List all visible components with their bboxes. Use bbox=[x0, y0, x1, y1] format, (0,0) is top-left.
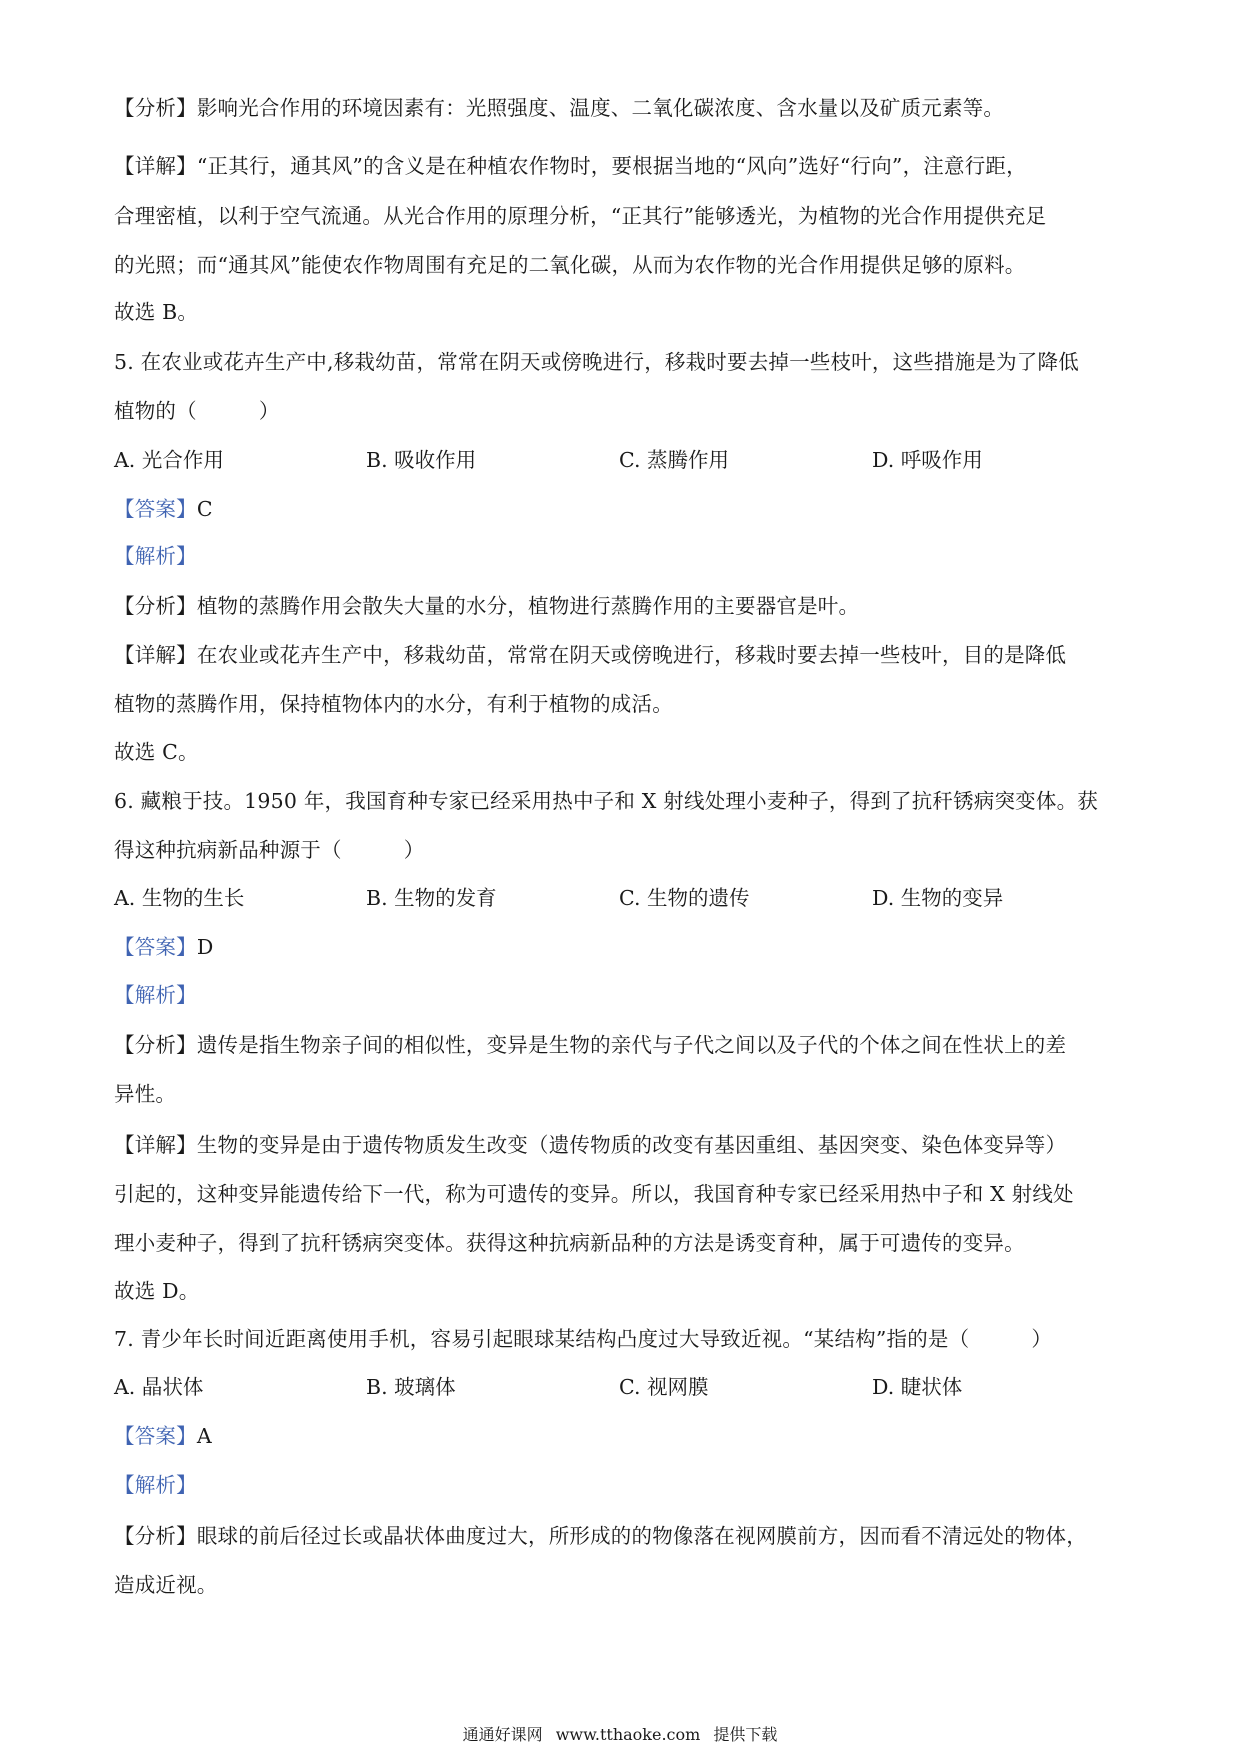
q7-analysis-line-2: 造成近视。 bbox=[114, 1573, 218, 1597]
q5-option-a: A. 光合作用 bbox=[114, 448, 224, 472]
q6-detail-line-3: 理小麦种子，得到了抗秆锈病突变体。获得这种抗病新品种的方法是诱变育种，属于可遗传的变异。 bbox=[114, 1231, 1025, 1255]
q6-stem-line-1: 6. 藏粮于技。1950 年，我国育种专家已经采用热中子和 X 射线处理小麦种子，得到了抗秆锈病突变体。获 bbox=[114, 789, 1098, 813]
q6-answer bbox=[114, 932, 1134, 962]
analysis-text: 植物的蒸腾作用会散失大量的水分，植物进行蒸腾作用的主要器官是叶。 bbox=[196, 594, 860, 618]
footer-site-name: 通通好课网 bbox=[462, 1725, 543, 1744]
answer-tag: 【答案】 bbox=[114, 497, 197, 521]
q5-option-d: D. 呼吸作用 bbox=[872, 448, 983, 472]
q4-detail-line-3: 的光照；而“通其风”能使农作物周围有充足的二氧化碳，从而为农作物的光合作用提供足够的原料。 bbox=[114, 253, 1026, 277]
q5-answer bbox=[114, 494, 1134, 524]
q7-analysis-line-1 bbox=[114, 1521, 1134, 1551]
analysis-tag: 【分析】 bbox=[114, 1524, 197, 1548]
analysis-text: 影响光合作用的环境因素有：光照强度、温度、二氧化碳浓度、含水量以及矿质元素等。 bbox=[196, 96, 1005, 120]
q6-detail-line-2: 引起的，这种变异能遗传给下一代，称为可遗传的变异。所以，我国育种专家已经采用热中子和 X 射线处 bbox=[114, 1182, 1074, 1206]
q6-option-d: D. 生物的变异 bbox=[872, 886, 1004, 910]
q6-option-a: A. 生物的生长 bbox=[114, 886, 245, 910]
detail-text: “正其行，通其风”的含义是在种植农作物时，要根据当地的“风向”选好“行向”，注意行距， bbox=[196, 154, 1027, 178]
footer-url[interactable]: www.tthaoke.com bbox=[555, 1725, 701, 1744]
q7-option-b: B. 玻璃体 bbox=[366, 1375, 456, 1399]
answer-tag: 【答案】 bbox=[114, 935, 197, 959]
q6-analysis-line-2: 异性。 bbox=[114, 1082, 177, 1106]
analysis-text: 眼球的前后径过长或晶状体曲度过大，所形成的的物像落在视网膜前方，因而看不清远处的物体， bbox=[196, 1524, 1087, 1548]
q6-conclusion: 故选 D。 bbox=[114, 1279, 200, 1303]
analysis-tag: 【分析】 bbox=[114, 594, 197, 618]
detail-tag: 【详解】 bbox=[114, 154, 197, 178]
detail-text: 在农业或花卉生产中，移栽幼苗，常常在阴天或傍晚进行，移栽时要去掉一些枝叶，目的是降低 bbox=[196, 643, 1067, 667]
q7-answer bbox=[114, 1421, 1134, 1451]
q6-analysis-line-1 bbox=[114, 1030, 1134, 1060]
q7-option-d: D. 睫状体 bbox=[872, 1375, 963, 1399]
q4-detail-line-1 bbox=[114, 151, 1134, 181]
q7-stem-line-1: 7. 青少年长时间近距离使用手机，容易引起眼球某结构凸度过大导致近视。“某结构”指的是（ ） bbox=[114, 1327, 1053, 1351]
analysis-tag: 【分析】 bbox=[114, 96, 197, 120]
q7-explain-tag: 【解析】 bbox=[114, 1473, 197, 1497]
detail-text: 生物的变异是由于遗传物质发生改变（遗传物质的改变有基因重组、基因突变、染色体变异等） bbox=[196, 1133, 1067, 1157]
q6-explain-tag: 【解析】 bbox=[114, 983, 197, 1007]
answer-value: A bbox=[196, 1424, 212, 1448]
q5-detail-line-1 bbox=[114, 640, 1134, 670]
q5-detail-line-2: 植物的蒸腾作用，保持植物体内的水分，有利于植物的成活。 bbox=[114, 692, 673, 716]
footer-suffix: 提供下载 bbox=[713, 1725, 778, 1744]
q7-option-c: C. 视网膜 bbox=[619, 1375, 709, 1399]
q6-option-c: C. 生物的遗传 bbox=[619, 886, 750, 910]
q5-option-b: B. 吸收作用 bbox=[366, 448, 477, 472]
q6-option-b: B. 生物的发育 bbox=[366, 886, 497, 910]
q4-conclusion: 故选 B。 bbox=[114, 300, 199, 324]
q4-detail-line-2: 合理密植，以利于空气流通。从光合作用的原理分析，“正其行”能够透光，为植物的光合作用提供充足 bbox=[114, 204, 1047, 228]
q5-option-c: C. 蒸腾作用 bbox=[619, 448, 729, 472]
q5-analysis bbox=[114, 591, 1134, 621]
answer-value: C bbox=[196, 497, 213, 521]
q7-option-a: A. 晶状体 bbox=[114, 1375, 204, 1399]
page-footer bbox=[0, 1724, 1240, 1746]
q6-detail-line-1 bbox=[114, 1130, 1134, 1160]
answer-tag: 【答案】 bbox=[114, 1424, 197, 1448]
detail-tag: 【详解】 bbox=[114, 643, 197, 667]
q4-analysis bbox=[114, 93, 1134, 123]
detail-tag: 【详解】 bbox=[114, 1133, 197, 1157]
q5-explain-tag: 【解析】 bbox=[114, 544, 197, 568]
analysis-tag: 【分析】 bbox=[114, 1033, 197, 1057]
answer-value: D bbox=[196, 935, 214, 959]
analysis-text: 遗传是指生物亲子间的相似性，变异是生物的亲代与子代之间以及子代的个体之间在性状上的差 bbox=[196, 1033, 1067, 1057]
q6-stem-line-2: 得这种抗病新品种源于（ ） bbox=[114, 838, 425, 862]
q5-conclusion: 故选 C。 bbox=[114, 740, 199, 764]
q5-stem-line-1: 5. 在农业或花卉生产中,移栽幼苗，常常在阴天或傍晚进行，移栽时要去掉一些枝叶，这些措施是为了降低 bbox=[114, 350, 1079, 374]
q5-stem-line-2: 植物的（ ） bbox=[114, 399, 280, 423]
